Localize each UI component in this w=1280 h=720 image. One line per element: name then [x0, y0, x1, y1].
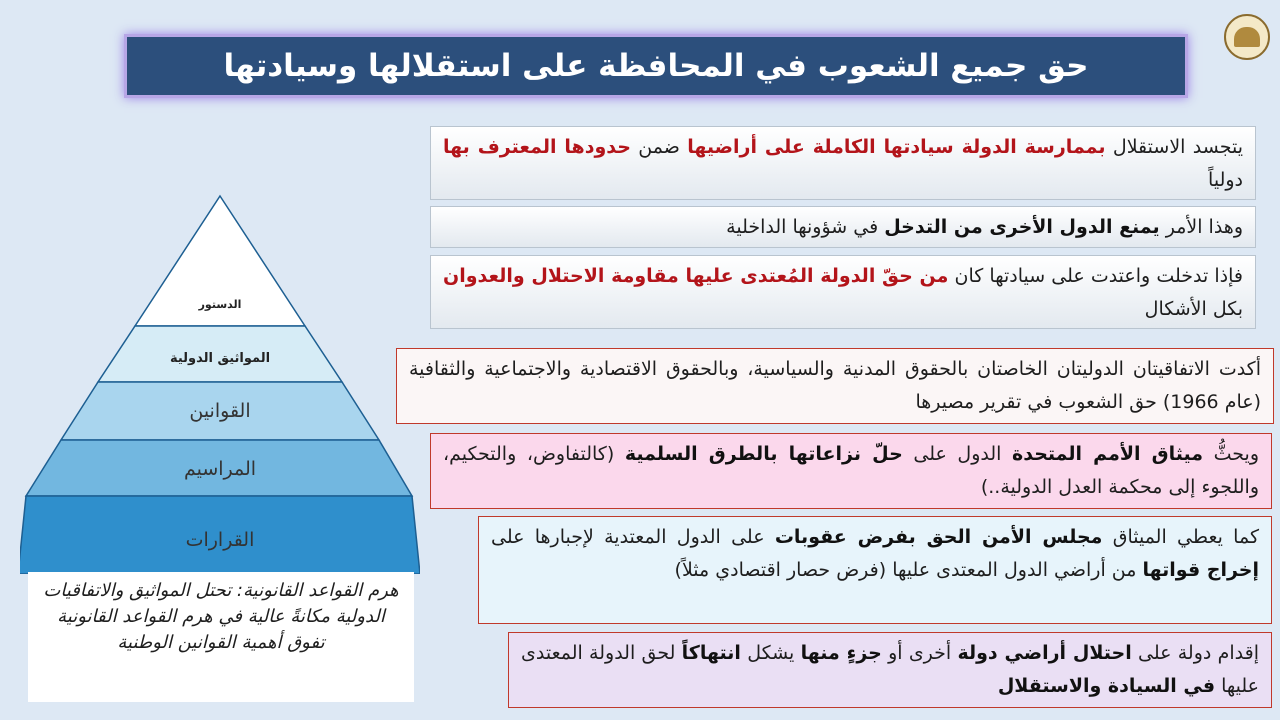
box6-text-3: من أراضي الدول المعتدى عليها (فرض حصار اقتصادي مثلاً): [674, 559, 1143, 581]
box7-highlight-2: جزءٍ منها: [800, 642, 882, 664]
box1-highlight: بممارسة الدولة سيادتها الكاملة على أراضيها: [687, 136, 1106, 158]
box7-text-4: لحق الدولة المعتدى عليها: [521, 642, 1259, 697]
box7-highlight-3: انتهاكاً: [681, 642, 741, 664]
box5-text-3: (كالتفاوض، والتحكيم، واللجوء إلى محكمة العدل الدولية..): [443, 443, 1259, 498]
box5-text-2: الدول على: [902, 443, 1012, 465]
pyramid-label-laws: القوانين: [189, 400, 251, 422]
box1-text-2: ضمن: [630, 136, 688, 158]
covenants-box: [396, 348, 1274, 424]
pyramid-label-decisions: القرارات: [185, 529, 255, 551]
box7-text: إقدام دولة على: [1131, 642, 1259, 664]
legal-pyramid-diagram: [20, 190, 420, 574]
right-to-resist-box: [430, 255, 1256, 329]
box5-highlight-2: حلّ نزاعاتها بالطرق السلمية: [624, 443, 903, 465]
pyramid-caption: [28, 572, 414, 702]
box7-highlight: احتلال أراضي دولة: [957, 642, 1132, 664]
box5-highlight: ميثاق الأمم المتحدة: [1012, 443, 1204, 465]
box1-highlight-2: حدودها المعترف بها: [443, 136, 631, 158]
box5-text: ويحثُّ: [1203, 443, 1260, 465]
box6-text: كما يعطي الميثاق: [1102, 526, 1259, 548]
security-council-box: [478, 516, 1272, 624]
pyramid-label-treaties: المواثيق الدولية: [169, 351, 271, 366]
un-charter-box: [430, 433, 1272, 509]
box7-text-3: يشكل: [740, 642, 801, 664]
box7-highlight-4: في السيادة والاستقلال: [997, 675, 1216, 697]
pyramid-label-decrees: المراسيم: [183, 458, 257, 480]
institution-logo-icon: [1224, 14, 1270, 60]
title-banner: [124, 34, 1188, 98]
page-title: حق جميع الشعوب في المحافظة على استقلالها وسيادتها: [223, 48, 1089, 84]
pyramid-caption-text: هرم القواعد القانونية: تحتل المواثيق والاتفاقيات الدولية مكانةً عالية في هرم القواعد القانونية تفوق أهمية القوانين الوطنية: [43, 580, 399, 653]
box3-text-2: بكل الأشكال: [1144, 298, 1243, 320]
box6-highlight-2: إخراج قواتها: [1142, 559, 1259, 581]
box4-text: أكدت الاتفاقيتان الدوليتان الخاصتان بالحقوق المدنية والسياسية، وبالحقوق الاقتصادية والاجتماعية والثقافية (عام 1966) حق الشعوب في تقرير مصيرها: [409, 358, 1261, 413]
box1-text-3: دولياً: [1208, 169, 1243, 191]
independence-definition-box: [430, 126, 1256, 200]
box7-text-2: أخرى أو: [881, 642, 958, 664]
box6-highlight: مجلس الأمن الحق بفرض عقوبات: [774, 526, 1103, 548]
box3-highlight: من حقّ الدولة المُعتدى عليها مقاومة الاحتلال والعدوان: [443, 265, 949, 287]
box2-highlight: يمنع الدول الأخرى من التدخل: [884, 216, 1160, 238]
non-interference-box: [430, 206, 1256, 248]
box2-text: وهذا الأمر: [1159, 216, 1243, 238]
box3-text: فإذا تدخلت واعتدت على سيادتها كان: [948, 265, 1243, 287]
pyramid-label-constitution: الدستور: [198, 298, 242, 311]
box2-text-2: في شؤونها الداخلية: [726, 216, 885, 238]
box1-text: يتجسد الاستقلال: [1105, 136, 1243, 158]
box6-text-2: على الدول المعتدية لإجبارها على: [491, 526, 775, 548]
occupation-violation-box: [508, 632, 1272, 708]
